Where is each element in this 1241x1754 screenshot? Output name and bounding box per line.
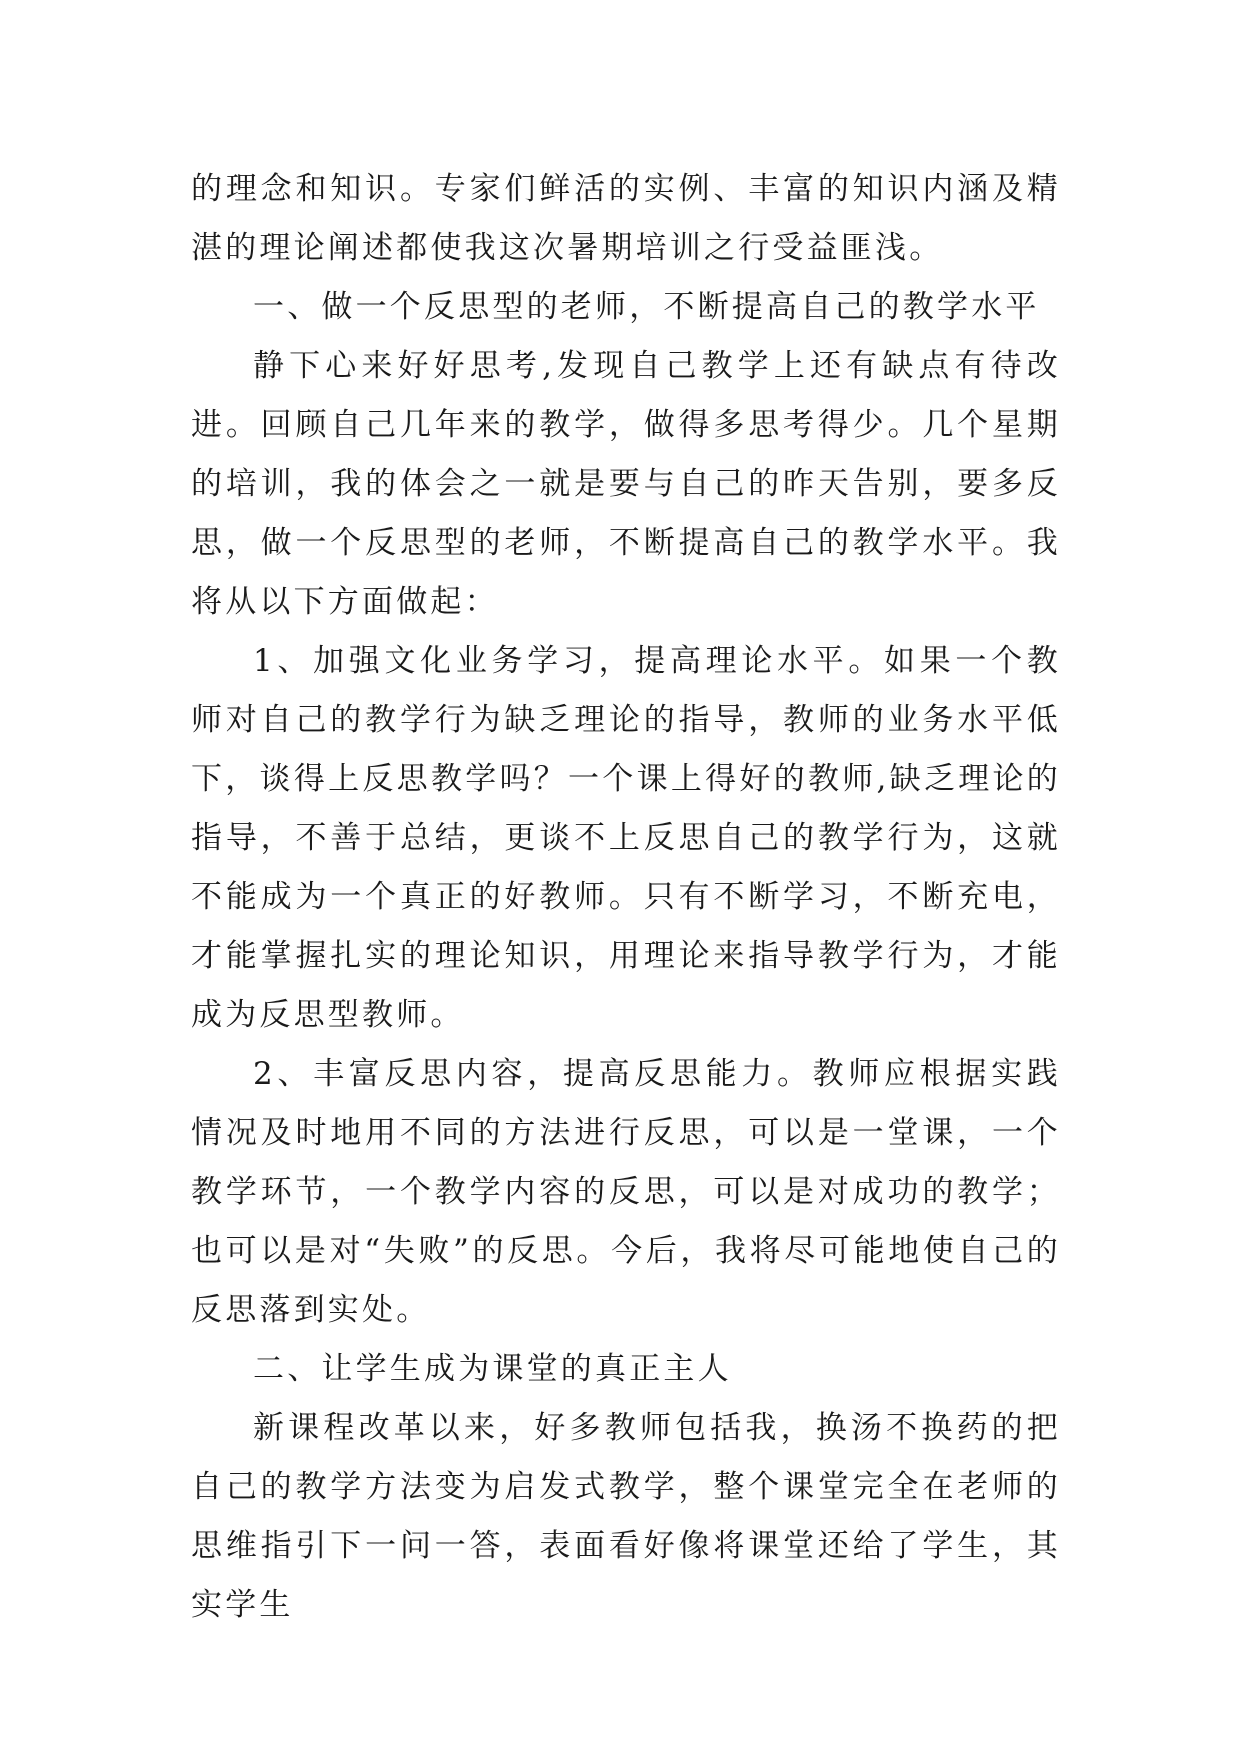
list-item-enrich-reflection: 2、丰富反思内容，提高反思能力。教师应根据实践情况及时地用不同的方法进行反思，可以是一堂课，一个教学环节，一个教学内容的反思，可以是对成功的教学；也可以是对“失败”的反思。今后，我将尽可能地使自己的反思落到实处。	[191, 1056, 1061, 1328]
paragraph-new-curriculum: 新课程改革以来，好多教师包括我，换汤不换药的把自己的教学方法变为启发式教学，整个课堂完全在老师的思维指引下一问一答，表面看好像将课堂还给了学生，其实学生	[191, 1410, 1061, 1623]
section-heading-students-masters: 二、让学生成为课堂的真正主人	[253, 1351, 732, 1387]
section-heading-reflective-teacher: 一、做一个反思型的老师，不断提高自己的教学水平	[253, 289, 1040, 325]
list-item-study-theory: 1、加强文化业务学习，提高理论水平。如果一个教师对自己的教学行为缺乏理论的指导，教师的业务水平低下，谈得上反思教学吗？一个课上得好的教师,缺乏理论的指导，不善于总结，更谈不上反思自己的教学行为，这就不能成为一个真正的好教师。只有不断学习，不断充电，才能掌握扎实的理论知识，用理论来指导教学行为，才能成为反思型教师。	[191, 643, 1061, 1033]
document-body	[191, 160, 1061, 1635]
paragraph-reflection: 静下心来好好思考,发现自己教学上还有缺点有待改进。回顾自己几年来的教学，做得多思考得少。几个星期的培训，我的体会之一就是要与自己的昨天告别，要多反思，做一个反思型的老师，不断提高自己的教学水平。我将从以下方面做起：	[191, 348, 1061, 620]
paragraph-intro-continuation: 的理念和知识。专家们鲜活的实例、丰富的知识内涵及精湛的理论阐述都使我这次暑期培训之行受益匪浅。	[191, 171, 1061, 266]
